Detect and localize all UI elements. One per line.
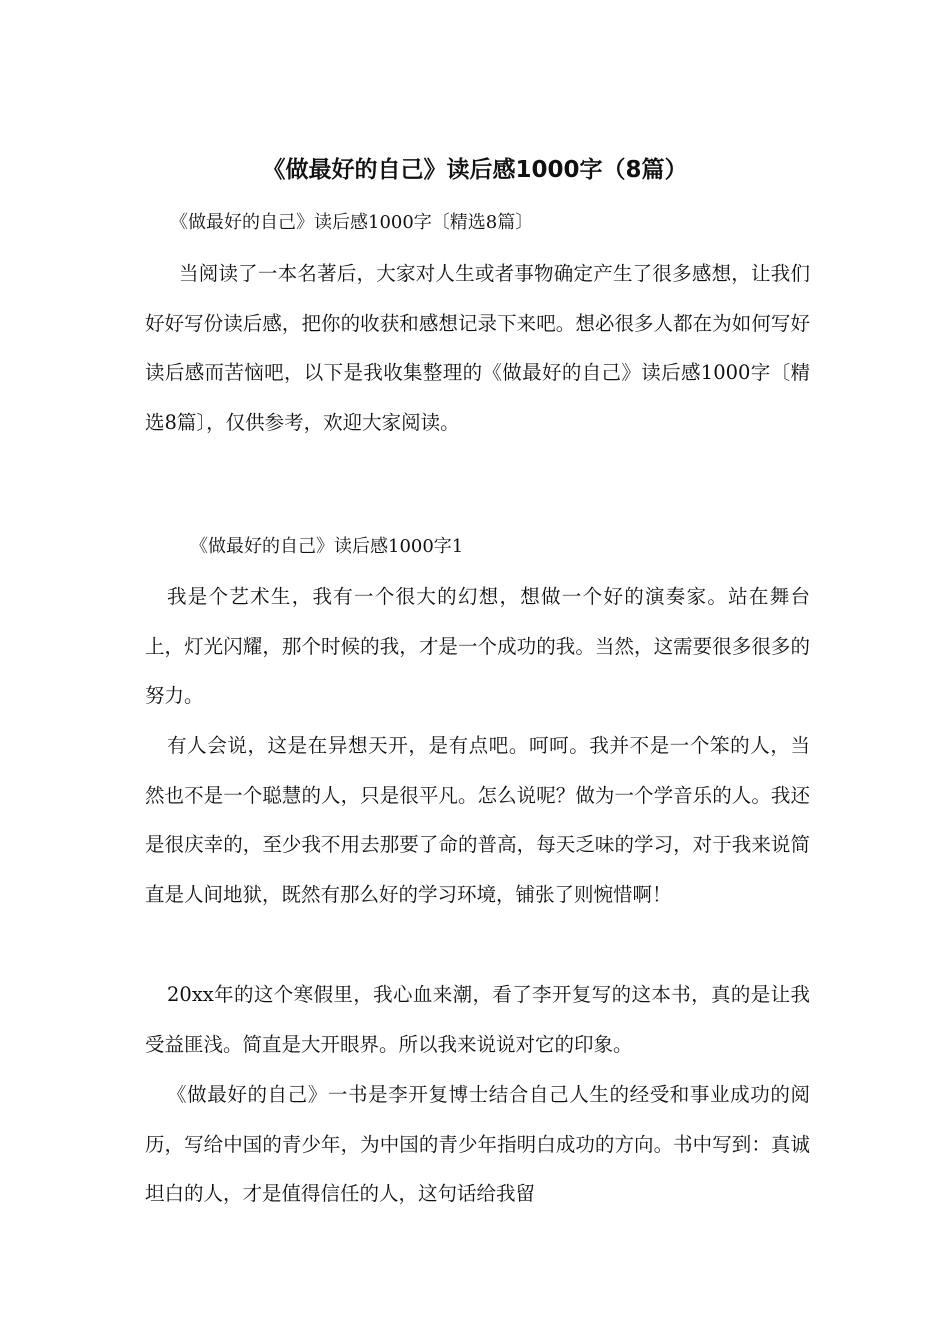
document-subtitle: 《做最好的自己》读后感1000字〔精选8篇〕 (170, 212, 534, 233)
body-paragraph: 我是个艺术生，我有一个很大的幻想，想做一个好的演奏家。站在舞台上，灯光闪耀，那个时候的我，才是一个成功的我。当然，这需要很多很多的努力。 (145, 585, 810, 707)
document-title: 《做最好的自己》读后感1000字（8篇） (262, 157, 688, 183)
intro-paragraph: 当阅读了一本名著后，大家对人生或者事物确定产生了很多感想，让我们好好写份读后感，把你的收获和感想记录下来吧。想必很多人都在为如何写好读后感而苦恼吧，以下是我收集整理的《做最好的自己》读后感1000字〔精选8篇〕，仅供参考，欢迎大家阅读。 (145, 262, 810, 434)
body-paragraph: 20xx年的这个寒假里，我心血来潮，看了李开复写的这本书，真的是让我受益匪浅。简直是大开眼界。所以我来说说对它的印象。 (145, 983, 810, 1056)
body-paragraph: 《做最好的自己》一书是李开复博士结合自己人生的经受和事业成功的阅历，写给中国的青少年，为中国的青少年指明白成功的方向。书中写到：真诚坦白的人，才是值得信任的人，这句话给我留 (145, 1083, 810, 1205)
section-heading: 《做最好的自己》读后感1000字1 (190, 536, 464, 557)
body-paragraph: 有人会说，这是在异想天开，是有点吧。呵呵。我并不是一个笨的人，当然也不是一个聪慧的人，只是很平凡。怎么说呢？做为一个学音乐的人。我还是很庆幸的，至少我不用去那要了命的普高，每天乏味的学习，对于我来说简直是人间地狱，既然有那么好的学习环境，铺张了则惋惜啊！ (145, 734, 810, 906)
